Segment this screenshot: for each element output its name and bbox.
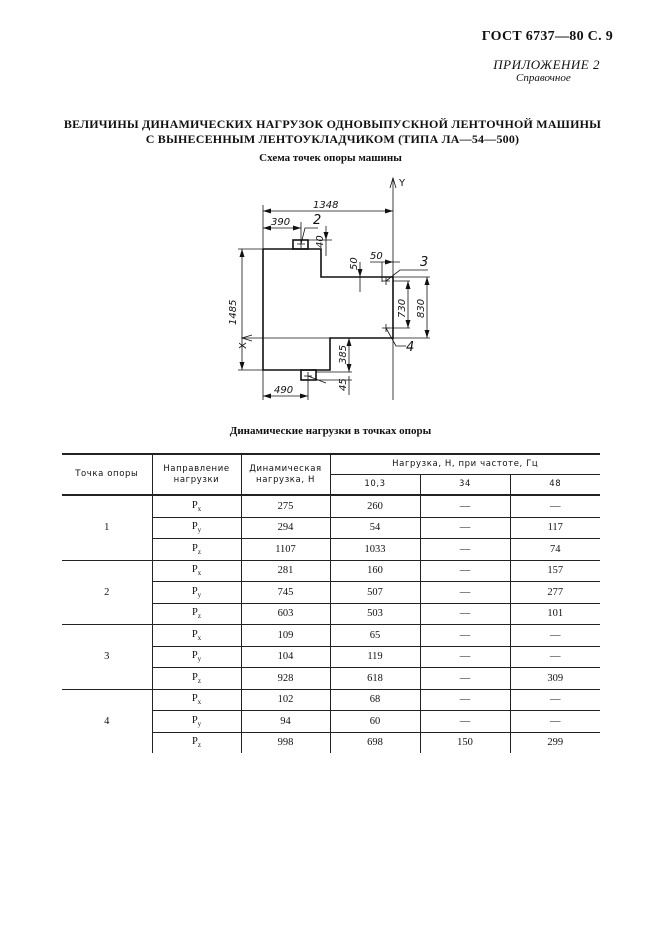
- plus-mark-1: [304, 372, 312, 380]
- axis-x-label: X: [238, 342, 249, 349]
- frequency-load-cell: 503: [330, 603, 420, 625]
- direction-cell: [152, 582, 241, 604]
- table-row: [62, 689, 600, 711]
- load-axis-subscript: y: [197, 526, 202, 535]
- dim-45: 45: [338, 378, 349, 391]
- load-axis-subscript: y: [197, 719, 202, 728]
- load-axis-subscript: z: [197, 547, 201, 556]
- support-point-cell: 1: [62, 495, 152, 560]
- scheme-caption: Схема точек опоры машины: [259, 152, 402, 164]
- support-point-cell: 3: [62, 625, 152, 690]
- loads-table-body: [62, 495, 600, 753]
- frequency-load-cell: —: [420, 495, 510, 517]
- dynamic-load-cell: 603: [241, 603, 330, 625]
- load-axis-subscript: y: [197, 655, 202, 664]
- load-axis-subscript: z: [197, 741, 201, 750]
- load-symbol: P: [191, 564, 198, 576]
- frequency-load-cell: 101: [510, 603, 600, 625]
- direction-cell: [152, 625, 241, 647]
- load-axis-subscript: z: [197, 676, 201, 685]
- direction-cell: [152, 668, 241, 690]
- frequency-load-cell: —: [420, 625, 510, 647]
- appendix-label: ПРИЛОЖЕНИЕ 2: [493, 57, 600, 72]
- direction-cell: [152, 732, 241, 753]
- load-axis-subscript: x: [197, 569, 202, 578]
- frequency-load-cell: 60: [330, 711, 420, 733]
- frequency-load-cell: 150: [420, 732, 510, 753]
- dynamic-load-cell: 102: [241, 689, 330, 711]
- load-axis-subscript: x: [197, 633, 202, 642]
- dynamic-load-cell: 998: [241, 732, 330, 753]
- dim-50-vertical: 50: [349, 257, 360, 270]
- header-freq-2: 34: [420, 475, 510, 496]
- table-row: [62, 560, 600, 582]
- load-symbol: P: [191, 521, 198, 533]
- header-point: Точка опоры: [62, 454, 152, 495]
- load-symbol: P: [191, 693, 198, 705]
- direction-cell: [152, 517, 241, 539]
- table-row: [62, 625, 600, 647]
- load-axis-subscript: x: [197, 504, 202, 513]
- dynamic-load-cell: 94: [241, 711, 330, 733]
- frequency-load-cell: 277: [510, 582, 600, 604]
- load-axis-subscript: y: [197, 590, 202, 599]
- frequency-load-cell: 309: [510, 668, 600, 690]
- support-points-diagram: [215, 170, 445, 410]
- load-axis-subscript: x: [197, 698, 202, 707]
- reference-label: Справочное: [516, 72, 571, 84]
- page-title: [0, 117, 661, 147]
- load-symbol: P: [192, 736, 198, 748]
- dynamic-load-cell: 275: [241, 495, 330, 517]
- header-freq-3: 48: [510, 475, 600, 496]
- frequency-load-cell: 54: [330, 517, 420, 539]
- load-symbol: P: [191, 585, 198, 597]
- load-symbol: P: [192, 542, 198, 554]
- dynamic-load-cell: 104: [241, 646, 330, 668]
- frequency-load-cell: 65: [330, 625, 420, 647]
- frequency-load-cell: —: [420, 539, 510, 561]
- title-line-1: ВЕЛИЧИНЫ ДИНАМИЧЕСКИХ НАГРУЗОК ОДНОВЫПУСКНОЙ ЛЕНТОЧНОЙ МАШИНЫ: [63, 117, 602, 131]
- dim-830: 830: [416, 298, 427, 318]
- frequency-load-cell: 74: [510, 539, 600, 561]
- dynamic-load-cell: 745: [241, 582, 330, 604]
- header-freq-1: 10,3: [330, 475, 420, 496]
- plus-mark-3: [382, 277, 390, 285]
- frequency-load-cell: —: [510, 625, 600, 647]
- dim-1348: 1348: [313, 200, 339, 211]
- load-symbol: P: [191, 714, 198, 726]
- frequency-load-cell: 160: [330, 560, 420, 582]
- frequency-load-cell: —: [420, 582, 510, 604]
- frequency-load-cell: —: [420, 711, 510, 733]
- load-symbol: P: [191, 499, 198, 511]
- dynamic-load-cell: 1107: [241, 539, 330, 561]
- load-symbol: P: [191, 628, 198, 640]
- frequency-load-cell: —: [420, 560, 510, 582]
- dim-40: 40: [315, 235, 326, 248]
- dim-50-horizontal: 50: [370, 251, 383, 262]
- header-dynamic: Динамическая нагрузка, Н: [241, 454, 330, 495]
- frequency-load-cell: —: [510, 495, 600, 517]
- frequency-load-cell: 157: [510, 560, 600, 582]
- frequency-load-cell: 299: [510, 732, 600, 753]
- dim-730: 730: [397, 298, 408, 318]
- leader-4: [386, 328, 406, 346]
- support-point-cell: 2: [62, 560, 152, 625]
- frequency-load-cell: —: [420, 668, 510, 690]
- direction-cell: [152, 603, 241, 625]
- table-caption: Динамические нагрузки в точках опоры: [229, 425, 432, 437]
- direction-cell: [152, 646, 241, 668]
- load-symbol: P: [192, 671, 198, 683]
- dim-490: 490: [274, 385, 294, 396]
- loads-table: [62, 453, 600, 753]
- dim-390: 390: [271, 217, 291, 228]
- frequency-load-cell: 119: [330, 646, 420, 668]
- load-axis-subscript: z: [197, 612, 201, 621]
- document-code: ГОСТ 6737—80 С. 9: [481, 29, 613, 44]
- direction-cell: [152, 495, 241, 517]
- frequency-load-cell: 1033: [330, 539, 420, 561]
- frequency-load-cell: —: [420, 517, 510, 539]
- dynamic-load-cell: 294: [241, 517, 330, 539]
- support-2-bracket: [293, 240, 308, 249]
- frequency-load-cell: 618: [330, 668, 420, 690]
- frequency-load-cell: 698: [330, 732, 420, 753]
- load-symbol: P: [192, 607, 198, 619]
- point-2-label: 2: [313, 213, 322, 228]
- direction-cell: [152, 689, 241, 711]
- frequency-load-cell: —: [510, 689, 600, 711]
- frequency-load-cell: 68: [330, 689, 420, 711]
- frequency-load-cell: —: [510, 711, 600, 733]
- plus-mark-4: [382, 324, 390, 332]
- plus-mark-2: [297, 240, 305, 248]
- frequency-load-cell: 260: [330, 495, 420, 517]
- title-line-2: С ВЫНЕСЕННЫМ ЛЕНТОУКЛАДЧИКОМ (ТИПА ЛА—54—500): [145, 132, 520, 146]
- frequency-load-cell: —: [420, 646, 510, 668]
- point-3-label: 3: [420, 255, 429, 270]
- load-symbol: P: [191, 650, 198, 662]
- header-frequency-group: Нагрузка, Н, при частоте, Гц: [330, 454, 600, 475]
- dynamic-load-cell: 109: [241, 625, 330, 647]
- frequency-load-cell: 507: [330, 582, 420, 604]
- frequency-load-cell: —: [420, 689, 510, 711]
- direction-cell: [152, 560, 241, 582]
- direction-cell: [152, 539, 241, 561]
- dim-385: 385: [338, 344, 349, 364]
- dynamic-load-cell: 928: [241, 668, 330, 690]
- dynamic-load-cell: 281: [241, 560, 330, 582]
- direction-cell: [152, 711, 241, 733]
- axis-y-label: Y: [399, 178, 406, 189]
- frequency-load-cell: 117: [510, 517, 600, 539]
- support-point-cell: 4: [62, 689, 152, 753]
- frequency-load-cell: —: [420, 603, 510, 625]
- header-direction: Направление нагрузки: [152, 454, 241, 495]
- machine-outline: [263, 249, 393, 370]
- table-row: [62, 495, 600, 517]
- point-4-label: 4: [406, 340, 415, 355]
- frequency-load-cell: —: [510, 646, 600, 668]
- dim-1485: 1485: [228, 299, 239, 325]
